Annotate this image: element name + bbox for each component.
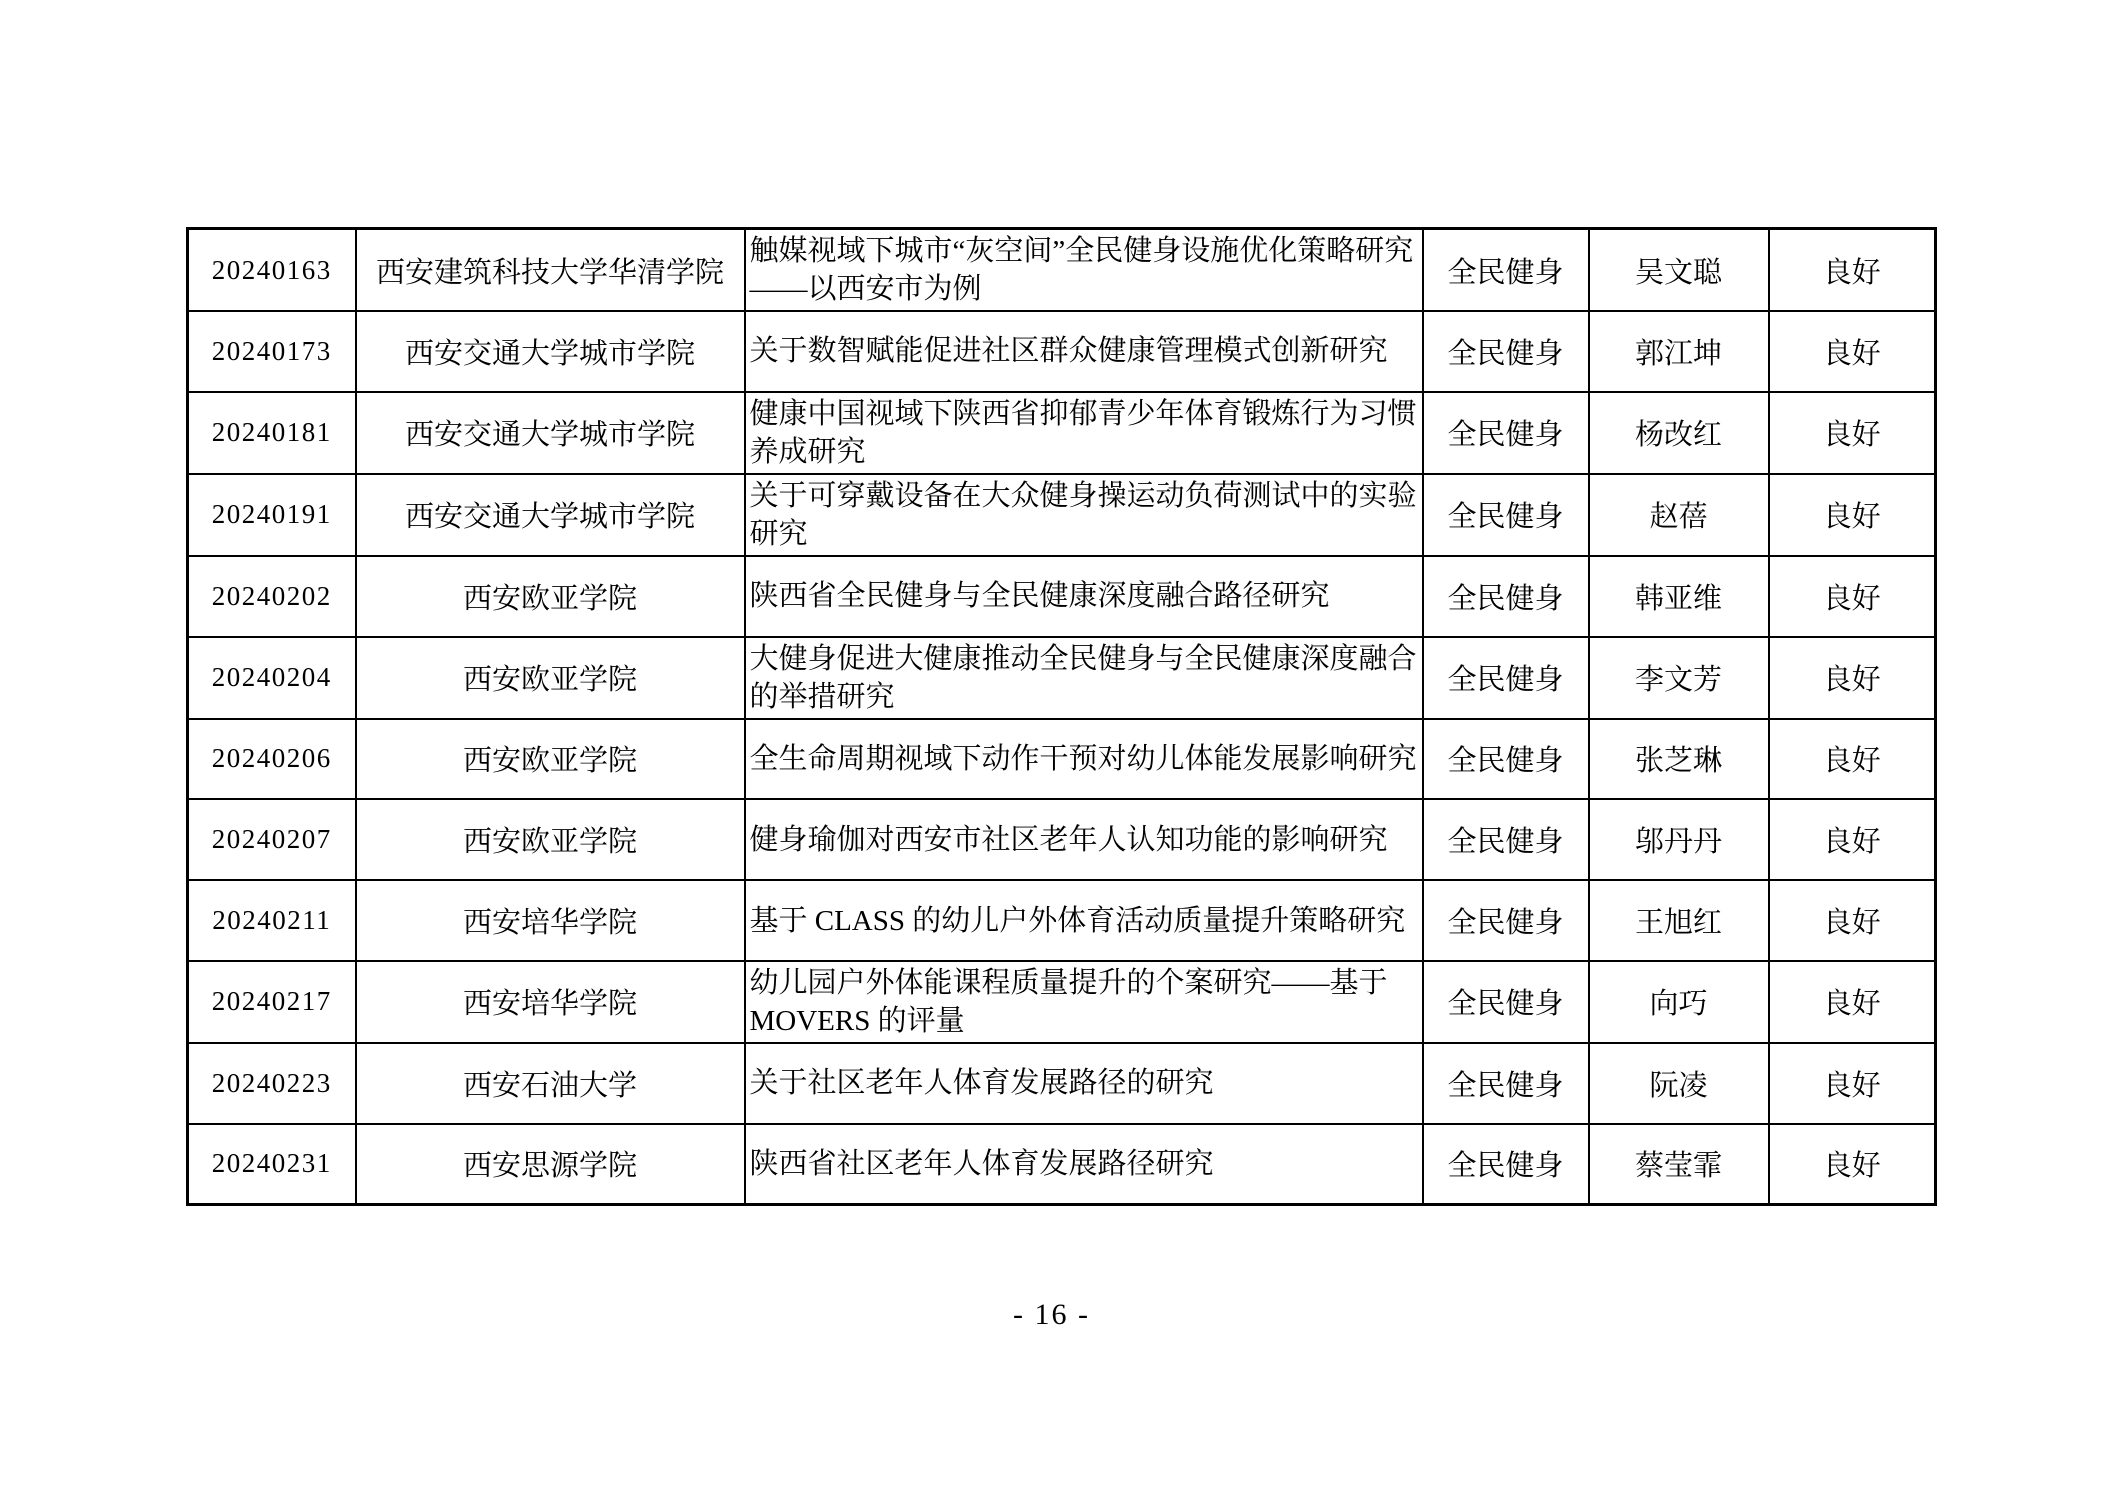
cell-category: 全民健身 <box>1423 392 1589 474</box>
cell-person: 李文芳 <box>1589 637 1769 719</box>
cell-title: 健康中国视域下陕西省抑郁青少年体育锻炼行为习惯养成研究 <box>745 392 1423 474</box>
cell-id: 20240217 <box>188 961 356 1043</box>
cell-grade: 良好 <box>1769 229 1936 312</box>
cell-person: 郭江坤 <box>1589 311 1769 392</box>
cell-title: 关于社区老年人体育发展路径的研究 <box>745 1043 1423 1124</box>
table-row <box>188 311 1936 392</box>
cell-title: 陕西省社区老年人体育发展路径研究 <box>745 1124 1423 1205</box>
cell-institution: 西安欧亚学院 <box>356 556 745 637</box>
cell-title: 大健身促进大健康推动全民健身与全民健康深度融合的举措研究 <box>745 637 1423 719</box>
cell-id: 20240173 <box>188 311 356 392</box>
cell-title: 关于数智赋能促进社区群众健康管理模式创新研究 <box>745 311 1423 392</box>
cell-title: 关于可穿戴设备在大众健身操运动负荷测试中的实验研究 <box>745 474 1423 556</box>
cell-grade: 良好 <box>1769 961 1936 1043</box>
page-number: - 16 - <box>1013 1298 1090 1331</box>
cell-category: 全民健身 <box>1423 799 1589 880</box>
cell-grade: 良好 <box>1769 880 1936 961</box>
cell-institution: 西安建筑科技大学华清学院 <box>356 229 745 312</box>
cell-id: 20240206 <box>188 719 356 800</box>
cell-institution: 西安欧亚学院 <box>356 637 745 719</box>
table-row <box>188 961 1936 1043</box>
cell-institution: 西安欧亚学院 <box>356 719 745 800</box>
results-table-body <box>188 229 1936 1205</box>
cell-institution: 西安石油大学 <box>356 1043 745 1124</box>
cell-title: 基于 CLASS 的幼儿户外体育活动质量提升策略研究 <box>745 880 1423 961</box>
cell-category: 全民健身 <box>1423 637 1589 719</box>
cell-category: 全民健身 <box>1423 311 1589 392</box>
cell-id: 20240211 <box>188 880 356 961</box>
table-row <box>188 637 1936 719</box>
cell-category: 全民健身 <box>1423 961 1589 1043</box>
cell-title: 触媒视域下城市“灰空间”全民健身设施优化策略研究——以西安市为例 <box>745 229 1423 312</box>
table-row <box>188 799 1936 880</box>
cell-grade: 良好 <box>1769 556 1936 637</box>
table-row <box>188 556 1936 637</box>
cell-category: 全民健身 <box>1423 719 1589 800</box>
cell-id: 20240181 <box>188 392 356 474</box>
cell-institution: 西安培华学院 <box>356 880 745 961</box>
cell-institution: 西安交通大学城市学院 <box>356 474 745 556</box>
cell-person: 赵蓓 <box>1589 474 1769 556</box>
cell-person: 蔡莹霏 <box>1589 1124 1769 1205</box>
cell-institution: 西安交通大学城市学院 <box>356 392 745 474</box>
cell-grade: 良好 <box>1769 1043 1936 1124</box>
cell-category: 全民健身 <box>1423 1124 1589 1205</box>
table-row <box>188 1043 1936 1124</box>
cell-category: 全民健身 <box>1423 556 1589 637</box>
cell-id: 20240231 <box>188 1124 356 1205</box>
cell-category: 全民健身 <box>1423 229 1589 312</box>
cell-institution: 西安欧亚学院 <box>356 799 745 880</box>
cell-grade: 良好 <box>1769 392 1936 474</box>
cell-grade: 良好 <box>1769 311 1936 392</box>
cell-person: 向巧 <box>1589 961 1769 1043</box>
table-row <box>188 719 1936 800</box>
cell-category: 全民健身 <box>1423 880 1589 961</box>
table-row <box>188 1124 1936 1205</box>
cell-id: 20240202 <box>188 556 356 637</box>
cell-person: 吴文聪 <box>1589 229 1769 312</box>
cell-grade: 良好 <box>1769 1124 1936 1205</box>
cell-category: 全民健身 <box>1423 474 1589 556</box>
cell-institution: 西安培华学院 <box>356 961 745 1043</box>
table-row <box>188 474 1936 556</box>
table-row <box>188 229 1936 312</box>
results-table <box>186 227 1937 1206</box>
cell-institution: 西安思源学院 <box>356 1124 745 1205</box>
cell-title: 幼儿园户外体能课程质量提升的个案研究——基于 MOVERS 的评量 <box>745 961 1423 1043</box>
table-row <box>188 880 1936 961</box>
cell-id: 20240207 <box>188 799 356 880</box>
cell-id: 20240223 <box>188 1043 356 1124</box>
cell-person: 杨改红 <box>1589 392 1769 474</box>
cell-grade: 良好 <box>1769 474 1936 556</box>
cell-person: 阮凌 <box>1589 1043 1769 1124</box>
cell-title: 陕西省全民健身与全民健康深度融合路径研究 <box>745 556 1423 637</box>
cell-title: 全生命周期视域下动作干预对幼儿体能发展影响研究 <box>745 719 1423 800</box>
cell-grade: 良好 <box>1769 637 1936 719</box>
cell-id: 20240163 <box>188 229 356 312</box>
cell-institution: 西安交通大学城市学院 <box>356 311 745 392</box>
cell-person: 张芝琳 <box>1589 719 1769 800</box>
cell-category: 全民健身 <box>1423 1043 1589 1124</box>
cell-person: 邬丹丹 <box>1589 799 1769 880</box>
cell-id: 20240204 <box>188 637 356 719</box>
cell-person: 韩亚维 <box>1589 556 1769 637</box>
cell-id: 20240191 <box>188 474 356 556</box>
cell-grade: 良好 <box>1769 799 1936 880</box>
table-row <box>188 392 1936 474</box>
cell-person: 王旭红 <box>1589 880 1769 961</box>
cell-grade: 良好 <box>1769 719 1936 800</box>
cell-title: 健身瑜伽对西安市社区老年人认知功能的影响研究 <box>745 799 1423 880</box>
